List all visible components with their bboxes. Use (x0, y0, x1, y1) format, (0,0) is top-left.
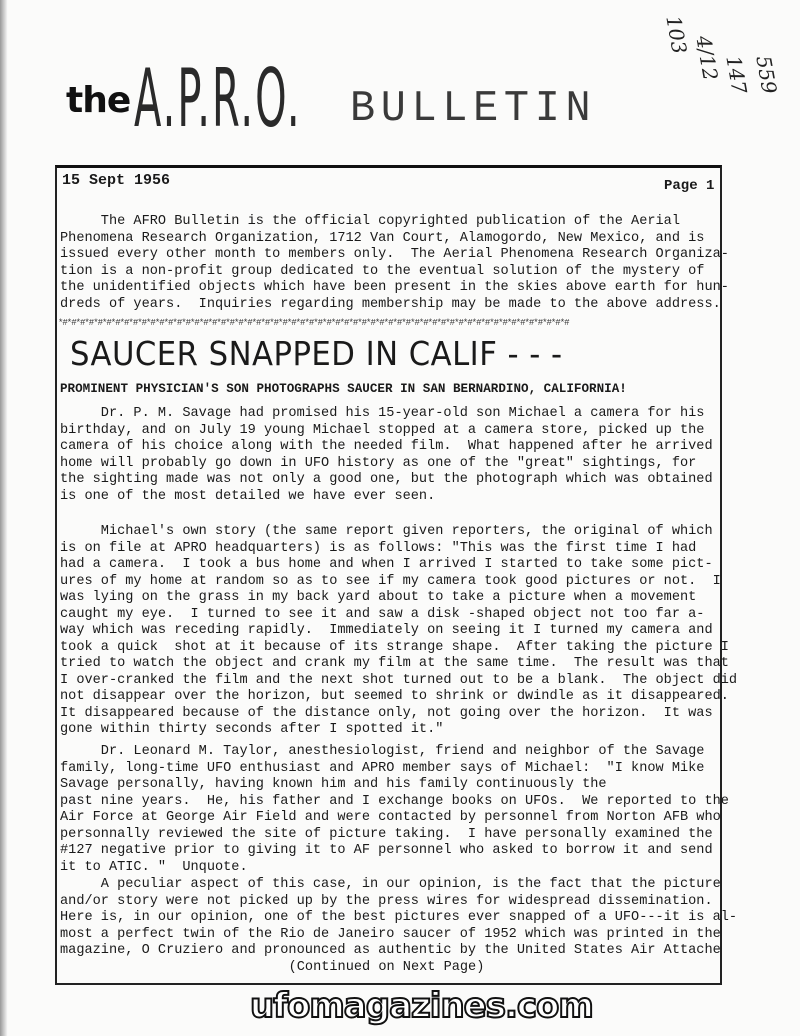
text-line: Michael's own story (the same report given reporters, the original of which (60, 524, 713, 539)
text-line: had a camera. I took a bus home and when I arrived I started to take some pict- (60, 557, 713, 572)
handwritten-note: 147 (721, 53, 752, 96)
text-line: It disappeared because of the distance only, not going over the horizon. It was (60, 705, 713, 721)
text-line: Here is, in our opinion, one of the best pictures ever snapped of a UFO---it is al- (60, 910, 738, 925)
text-line: A peculiar aspect of this case, in our opinion, is the fact that the picture (60, 877, 721, 892)
text-line: is one of the most detailed we have ever seen. (60, 488, 436, 504)
article-paragraph (60, 877, 737, 960)
text-line: tried to watch the object and crank my film at the same time. The result was that (60, 656, 729, 671)
text-line: The AFRO Bulletin is the official copyrighted publication of the Aerial (60, 214, 680, 229)
text-line: Phenomena Research Organization, 1712 Van Court, Alamogordo, New Mexico, and is (60, 230, 705, 246)
text-line: most a perfect twin of the Rio de Janeiro saucer of 1952 which was printed in the (60, 926, 721, 942)
text-line: past nine years. He, his father and I exchange books on UFOs. We reported to the (60, 793, 729, 809)
headline: SAUCER SNAPPED IN CALIF - - - (70, 334, 563, 373)
text-line: not disappear over the horizon, but seemed to shrink or dwindle as it disappeared. (60, 689, 729, 704)
handwritten-note: 559 (751, 53, 782, 96)
text-line: personnally reviewed the site of picture taking. I have personally examined the (60, 826, 713, 842)
text-line: it to ATIC. " Unquote. (60, 859, 248, 875)
text-line: is on file at APRO headquarters) is as follows: "This was the first time I had (60, 540, 697, 556)
text-line: Air Force at George Air Field and were contacted by personnel from Norton AFB who (60, 810, 721, 825)
text-line: caught my eye. I turned to see it and saw a disk -shaped object not too far a- (60, 606, 705, 622)
intro-paragraph (60, 214, 729, 313)
text-line: Dr. Leonard M. Taylor, anesthesiologist, friend and neighbor of the Savage (60, 744, 705, 759)
article-paragraph (60, 744, 729, 876)
issue-date: 15 Sept 1956 (62, 172, 171, 189)
text-line: was lying on the grass in my back yard about to take a picture when a movement (60, 590, 697, 605)
text-line: Dr. P. M. Savage had promised his 15-year-old son Michael a camera for his (60, 406, 705, 421)
text-line: the unidentified objects which have been present in the skies above earth for hun- (60, 280, 729, 295)
text-line: took a quick shot at it because of its strange shape. After taking the picture I (60, 639, 729, 655)
handwritten-note: 103 (661, 13, 692, 56)
text-line: Savage personally, having known him and his family continuously the (60, 777, 607, 792)
text-line: and/or story were not picked up by the press wires for widespread dissemination. (60, 893, 713, 909)
article-paragraph (60, 524, 737, 739)
text-line: tion is a non-profit group dedicated to the eventual solution of the mystery of (60, 263, 705, 279)
text-line: family, long-time UFO enthusiast and APRO member says of Michael: "I know Mike (60, 760, 705, 776)
continued-note: (Continued on Next Page) (288, 960, 485, 975)
text-line: ures of my home at random so as to see if my camera took good pictures or not. I (60, 573, 721, 589)
text-line: I over-cranked the film and the next shot turned out to be a blank. The object did (60, 672, 738, 688)
text-line: birthday, and on July 19 young Michael stopped at a camera store, picked up the (60, 422, 705, 438)
text-line: gone within thirty seconds after I spotted it." (60, 722, 444, 737)
masthead-bulletin: BULLETIN (350, 84, 597, 134)
text-line: camera of his choice along with the needed film. What happened after he arrived (60, 439, 713, 454)
text-line: magazine, O Cruziero and pronounced as authentic by the United States Air Attache (60, 943, 721, 958)
article-paragraph (60, 406, 713, 505)
masthead-apro: A.P.R.O. (134, 52, 302, 145)
scan-edge (0, 0, 8, 1036)
text-line: the sighting made was not only a good one, but the photograph which was obtained (60, 472, 713, 487)
handwritten-note: 4/12 (691, 33, 723, 83)
text-line: #127 negative prior to giving it to AF personnel who asked to borrow it and send (60, 843, 713, 858)
masthead-the: the (66, 80, 131, 121)
text-line: dreds of years. Inquiries regarding membership may be made to the above address. (60, 296, 721, 312)
text-line: way which was receding rapidly. Immediately on seeing it I turned my camera and (60, 623, 713, 638)
page-number: Page 1 (664, 178, 715, 194)
subheadline: PROMINENT PHYSICIAN'S SON PHOTOGRAPHS SAUCER IN SAN BERNARDINO, CALIFORNIA! (60, 382, 627, 396)
text-line: issued every other month to members only. The Aerial Phenomena Research Organiza- (60, 247, 729, 262)
text-line: home will probably go down in UFO history as one of the "great" sightings, for (60, 455, 697, 471)
watermark: ufomagazines.com (250, 986, 593, 1026)
separator-line: *#*#*#*#*#*#*#*#*#*#*#*#*#*#*#*#*#*#*#*#*#*#*#*#*#*#*#*#*#*#*#*#*#*#*#*#*#*#*#*#*#*#*#*#*#*#*#*#*#*#*#*#*#*#*#*#*#*# (58, 318, 569, 328)
